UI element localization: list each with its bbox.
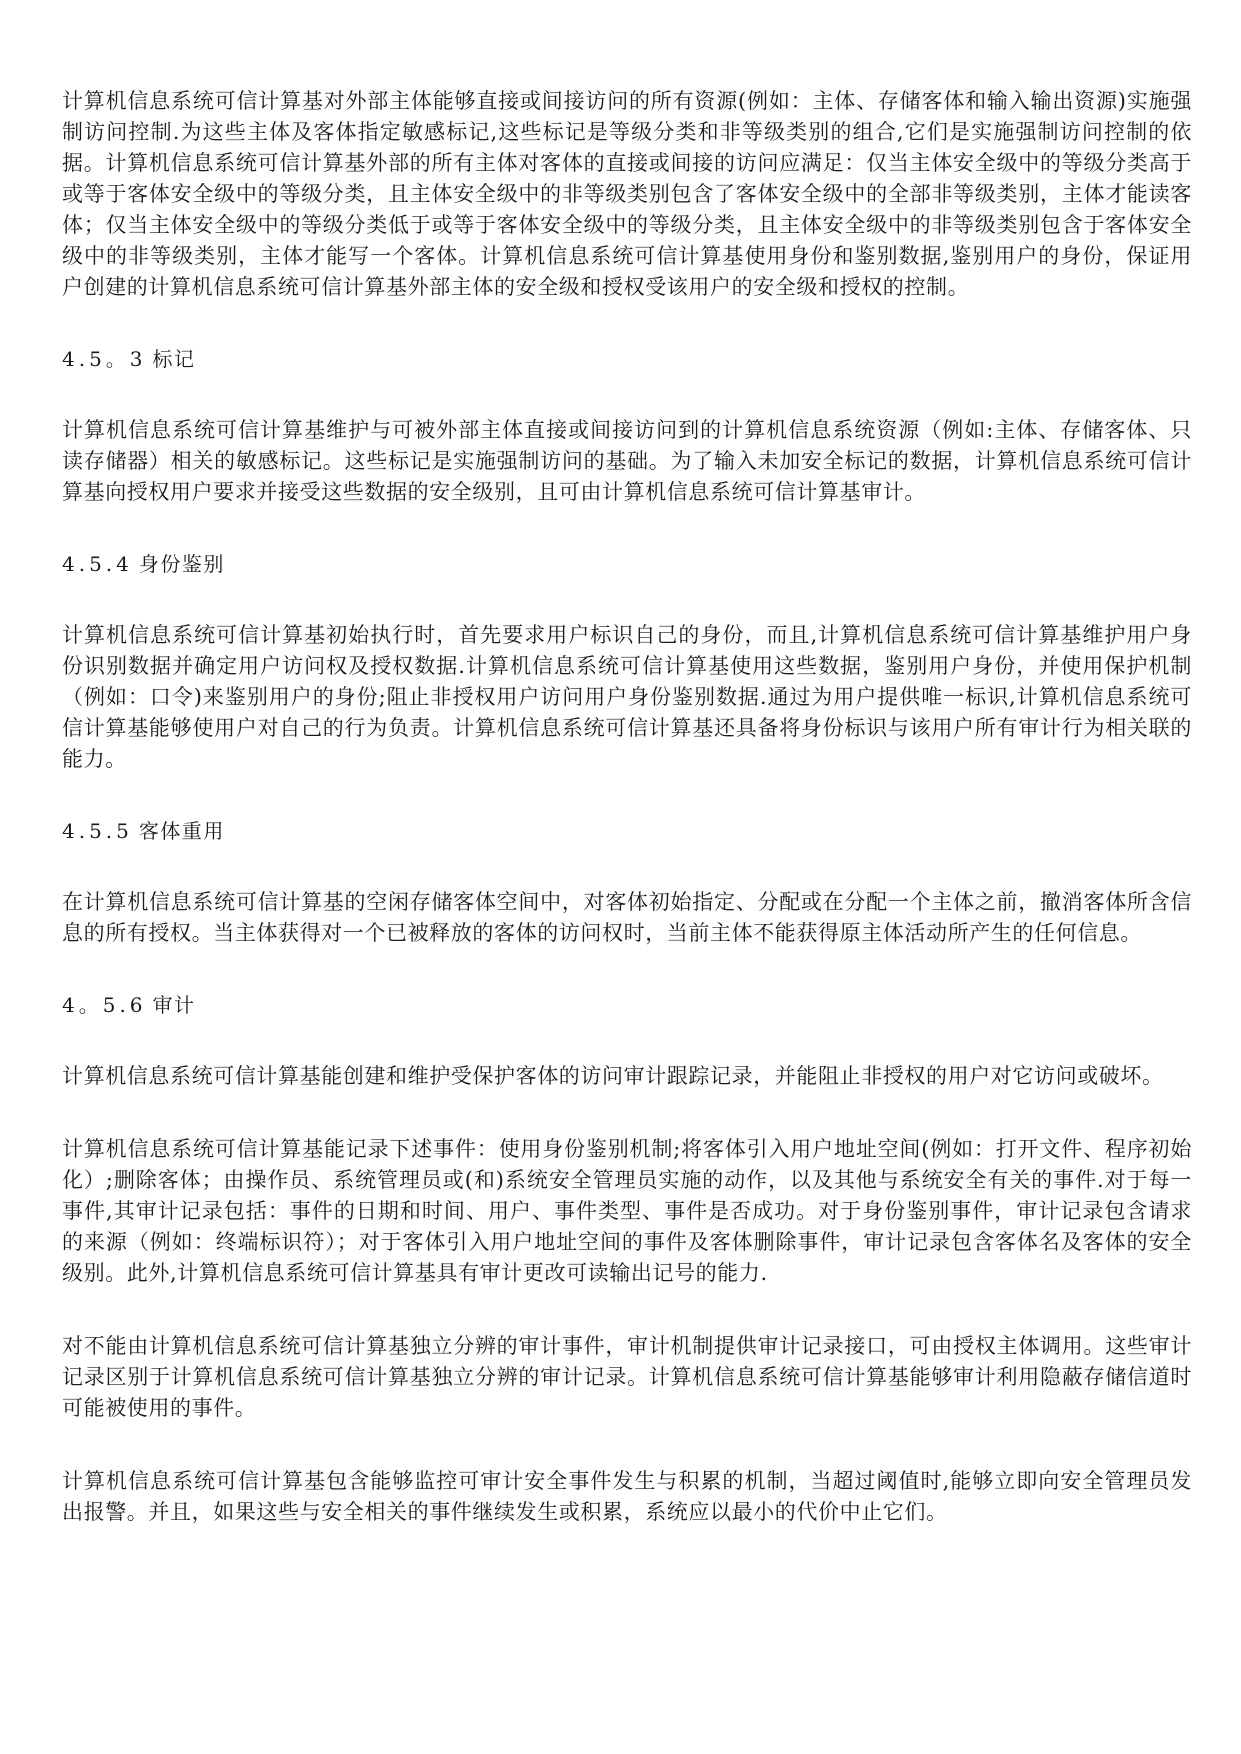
paragraph-audit-trail: 计算机信息系统可信计算基能创建和维护受保护客体的访问审计跟踪记录，并能阻止非授权的用户对它访问或破坏。 [62, 1064, 1164, 1088]
paragraph-audit-events: 计算机信息系统可信计算基能记录下述事件：使用身份鉴别机制;将客体引入用户地址空间(例如：打开文件、程序初始化）;删除客体；由操作员、系统管理员或(和)系统安全管理员实施的动作，以及其他与系统安全有关的事件.对于每一事件,其审计记录包括：事件的日期和时间、用户、事件类型、事件是否成功。对于身份鉴别事件，审计记录包含请求的来源（例如：终端标识符）；对于客体引入用户地址空间的事件及客体删除事件，审计记录包含客体名及客体的安全级别。此外,计算机信息系统可信计算基具有审计更改可读输出记号的能力. [62, 1137, 1192, 1285]
section-title: 客体重用 [138, 819, 225, 843]
section-number: 4.5.5 [62, 819, 133, 843]
section-number: 4.5。3 [62, 347, 147, 371]
paragraph-audit-alarm: 计算机信息系统可信计算基包含能够监控可审计安全事件发生与积累的机制，当超过阈值时,能够立即向安全管理员发出报警。并且，如果这些与安全相关的事件继续发生或积累，系统应以最小的代价中止它们。 [62, 1469, 1192, 1524]
paragraph-audit-interface: 对不能由计算机信息系统可信计算基独立分辨的审计事件，审计机制提供审计记录接口，可由授权主体调用。这些审计记录区别于计算机信息系统可信计算基独立分辨的审计记录。计算机信息系统可信计算基能够审计利用隐蔽存储信道时可能被使用的事件。 [62, 1334, 1192, 1420]
paragraph-labels: 计算机信息系统可信计算基维护与可被外部主体直接或间接访问到的计算机信息系统资源（例如:主体、存储客体、只读存储器）相关的敏感标记。这些标记是实施强制访问的基础。为了输入未加安全标记的数据，计算机信息系统可信计算基向授权用户要求并接受这些数据的安全级别，且可由计算机信息系统可信计算基审计。 [62, 418, 1192, 504]
section-title: 审计 [152, 993, 196, 1017]
paragraph-object-reuse: 在计算机信息系统可信计算基的空闲存储客体空间中，对客体初始指定、分配或在分配一个主体之前，撤消客体所含信息的所有授权。当主体获得对一个已被释放的客体的访问权时，当前主体不能获得原主体活动所产生的任何信息。 [62, 890, 1192, 945]
section-heading-4-5-6 [62, 991, 1192, 1019]
section-heading-4-5-5 [62, 817, 1192, 845]
section-heading-4-5-4 [62, 550, 1192, 578]
section-number: 4。5.6 [62, 993, 147, 1017]
paragraph-identification: 计算机信息系统可信计算基初始执行时，首先要求用户标识自己的身份，而且,计算机信息系统可信计算基维护用户身份识别数据并确定用户访问权及授权数据.计算机信息系统可信计算基使用这些数据，鉴别用户身份，并使用保护机制（例如：口令)来鉴别用户的身份;阻止非授权用户访问用户身份鉴别数据.通过为用户提供唯一标识,计算机信息系统可信计算基能够使用户对自己的行为负责。计算机信息系统可信计算基还具备将身份标识与该用户所有审计行为相关联的能力。 [62, 623, 1192, 771]
paragraph-mandatory-access-control: 计算机信息系统可信计算基对外部主体能够直接或间接访问的所有资源(例如：主体、存储客体和输入输出资源)实施强制访问控制.为这些主体及客体指定敏感标记,这些标记是等级分类和非等级类别的组合,它们是实施强制访问控制的依据。计算机信息系统可信计算基外部的所有主体对客体的直接或间接的访问应满足：仅当主体安全级中的等级分类高于或等于客体安全级中的等级分类，且主体安全级中的非等级类别包含了客体安全级中的全部非等级类别，主体才能读客体；仅当主体安全级中的等级分类低于或等于客体安全级中的等级分类，且主体安全级中的非等级类别包含于客体安全级中的非等级类别，主体才能写一个客体。计算机信息系统可信计算基使用身份和鉴别数据,鉴别用户的身份，保证用户创建的计算机信息系统可信计算基外部主体的安全级和授权受该用户的安全级和授权的控制。 [62, 89, 1192, 299]
section-heading-4-5-3 [62, 345, 1192, 373]
section-title: 身份鉴别 [138, 552, 225, 576]
document-page [62, 86, 1192, 1570]
section-title: 标记 [152, 347, 196, 371]
section-number: 4.5.4 [62, 552, 133, 576]
